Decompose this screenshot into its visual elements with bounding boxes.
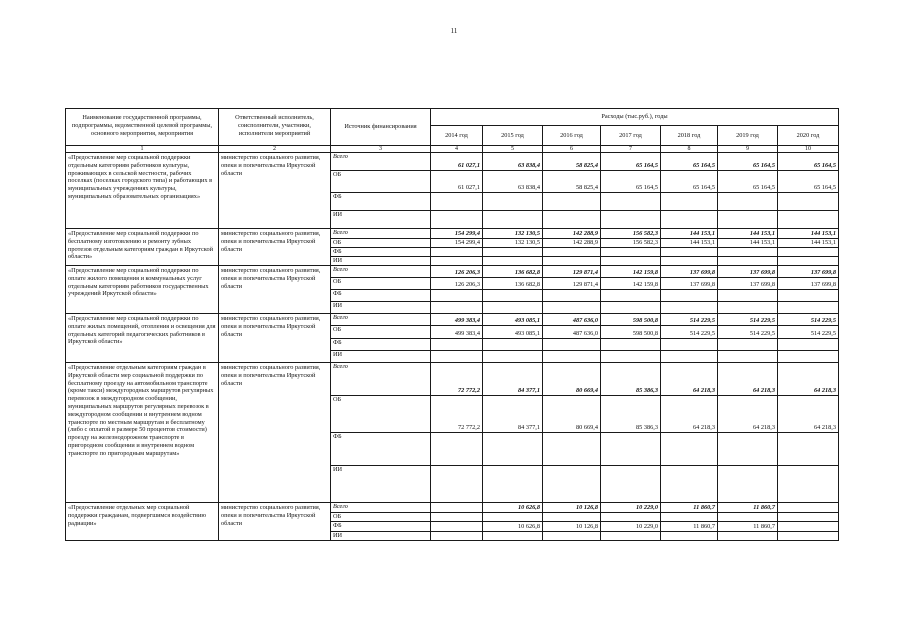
funding-source-label: Всего: [331, 363, 431, 396]
expense-value-cell: [601, 248, 661, 257]
header-year: 2017 год: [601, 126, 661, 146]
expense-value-cell: [601, 302, 661, 314]
expense-value-cell: [718, 513, 778, 522]
expense-value-cell: 142 288,9: [543, 239, 601, 248]
expense-value-cell: [718, 466, 778, 503]
expense-value-cell: 11 860,7: [661, 503, 718, 513]
expense-value-cell: 598 500,8: [601, 326, 661, 339]
expense-value-cell: 487 636,0: [543, 314, 601, 326]
expense-value-cell: 514 229,5: [778, 326, 839, 339]
funding-source-label: ИИ: [331, 211, 431, 229]
expense-value-cell: [543, 466, 601, 503]
expense-value-cell: [661, 257, 718, 266]
expense-value-cell: [543, 339, 601, 351]
expense-value-cell: 129 871,4: [543, 278, 601, 290]
expense-value-cell: 129 871,4: [543, 266, 601, 278]
expense-value-cell: [483, 351, 543, 363]
expense-value-cell: [718, 257, 778, 266]
expense-value-cell: [601, 290, 661, 302]
executor-cell: министерство социального развития, опеки и попечительства Иркутской области: [219, 314, 331, 363]
expense-value-cell: [483, 433, 543, 466]
expense-value-cell: 64 218,3: [718, 363, 778, 396]
funding-source-label: ОБ: [331, 171, 431, 193]
expense-value-cell: 126 206,3: [431, 278, 483, 290]
expense-value-cell: [778, 257, 839, 266]
funding-row: [66, 153, 839, 171]
header-expenses: Расходы (тыс.руб.), годы: [431, 109, 839, 126]
funding-source-label: Всего: [331, 266, 431, 278]
expense-value-cell: 144 153,1: [778, 229, 839, 239]
expense-value-cell: 144 153,1: [778, 239, 839, 248]
column-number: 7: [601, 146, 661, 153]
expense-value-cell: 487 636,0: [543, 326, 601, 339]
expense-value-cell: 514 229,5: [778, 314, 839, 326]
funding-source-label: ИИ: [331, 351, 431, 363]
expense-value-cell: [543, 193, 601, 211]
expense-value-cell: 154 299,4: [431, 239, 483, 248]
expense-value-cell: 65 164,5: [718, 153, 778, 171]
header-year: 2020 год: [778, 126, 839, 146]
expense-value-cell: 514 229,5: [718, 326, 778, 339]
expense-value-cell: [543, 351, 601, 363]
expense-value-cell: 63 838,4: [483, 171, 543, 193]
expense-value-cell: [718, 532, 778, 541]
funding-source-label: ОБ: [331, 278, 431, 290]
expense-value-cell: [543, 248, 601, 257]
expense-value-cell: [431, 433, 483, 466]
expense-value-cell: 137 699,8: [661, 278, 718, 290]
column-number: 2: [219, 146, 331, 153]
funding-source-label: ИИ: [331, 257, 431, 266]
expense-value-cell: 514 229,5: [661, 326, 718, 339]
column-number: 4: [431, 146, 483, 153]
expense-value-cell: 65 164,5: [601, 171, 661, 193]
funding-source-label: Всего: [331, 503, 431, 513]
expense-value-cell: [543, 302, 601, 314]
column-number: 9: [718, 146, 778, 153]
expense-value-cell: [431, 211, 483, 229]
expense-value-cell: [778, 532, 839, 541]
funding-source-label: Всего: [331, 153, 431, 171]
expense-value-cell: 72 772,2: [431, 396, 483, 433]
funding-source-label: ИИ: [331, 532, 431, 541]
expense-value-cell: [483, 211, 543, 229]
expense-value-cell: [778, 522, 839, 532]
funding-source-label: ФБ: [331, 248, 431, 257]
expense-value-cell: [483, 339, 543, 351]
expense-value-cell: 136 682,8: [483, 266, 543, 278]
executor-cell: министерство социального развития, опеки и попечительства Иркутской области: [219, 229, 331, 266]
expense-value-cell: 84 377,1: [483, 396, 543, 433]
expense-value-cell: 65 164,5: [778, 171, 839, 193]
expense-value-cell: [661, 351, 718, 363]
expense-value-cell: [483, 532, 543, 541]
budget-table-body: [66, 153, 839, 541]
expense-value-cell: [543, 433, 601, 466]
expense-value-cell: [778, 290, 839, 302]
expense-value-cell: 499 383,4: [431, 314, 483, 326]
budget-table: [65, 108, 839, 541]
expense-value-cell: 10 126,8: [543, 503, 601, 513]
expense-value-cell: 80 669,4: [543, 363, 601, 396]
funding-source-label: ФБ: [331, 339, 431, 351]
expense-value-cell: [661, 248, 718, 257]
expense-value-cell: 61 027,1: [431, 171, 483, 193]
expense-value-cell: 58 825,4: [543, 171, 601, 193]
expense-value-cell: 156 582,3: [601, 239, 661, 248]
header-year: 2018 год: [661, 126, 718, 146]
expense-value-cell: [778, 248, 839, 257]
expense-value-cell: 11 860,7: [661, 522, 718, 532]
funding-source-label: ФБ: [331, 290, 431, 302]
program-name-cell: «Предоставление мер социальной поддержки по бесплатному изготовлению и ремонту зубных протезов отдельным категориям граждан в Иркутской области»: [66, 229, 219, 266]
expense-value-cell: [778, 339, 839, 351]
header-year: 2015 год: [483, 126, 543, 146]
executor-cell: министерство социального развития, опеки и попечительства Иркутской области: [219, 153, 331, 229]
expense-value-cell: [431, 513, 483, 522]
column-number: 3: [331, 146, 431, 153]
expense-value-cell: [431, 532, 483, 541]
expense-value-cell: [718, 211, 778, 229]
expense-value-cell: [601, 513, 661, 522]
column-number: 1: [66, 146, 219, 153]
expense-value-cell: [543, 532, 601, 541]
expense-value-cell: 58 825,4: [543, 153, 601, 171]
expense-value-cell: 126 206,3: [431, 266, 483, 278]
funding-source-label: ИИ: [331, 302, 431, 314]
expense-value-cell: [483, 290, 543, 302]
funding-source-label: ОБ: [331, 239, 431, 248]
expense-value-cell: 493 085,1: [483, 314, 543, 326]
funding-source-label: ОБ: [331, 396, 431, 433]
expense-value-cell: [778, 193, 839, 211]
header-year: 2014 год: [431, 126, 483, 146]
expense-value-cell: 137 699,8: [718, 278, 778, 290]
expense-value-cell: [718, 302, 778, 314]
expense-value-cell: [661, 193, 718, 211]
expense-value-cell: [661, 513, 718, 522]
expense-value-cell: [778, 211, 839, 229]
expense-value-cell: 65 164,5: [718, 171, 778, 193]
expense-value-cell: [661, 433, 718, 466]
expense-value-cell: 85 386,3: [601, 396, 661, 433]
expense-value-cell: [778, 351, 839, 363]
expense-value-cell: [661, 532, 718, 541]
executor-cell: министерство социального развития, опеки и попечительства Иркутской области: [219, 363, 331, 503]
expense-value-cell: 142 288,9: [543, 229, 601, 239]
expense-value-cell: 144 153,1: [661, 239, 718, 248]
funding-row: [66, 314, 839, 326]
expense-value-cell: 137 699,8: [778, 266, 839, 278]
expense-value-cell: [718, 433, 778, 466]
expense-value-cell: [601, 433, 661, 466]
expense-value-cell: [543, 290, 601, 302]
expense-value-cell: 72 772,2: [431, 363, 483, 396]
column-number: 8: [661, 146, 718, 153]
expense-value-cell: 10 126,8: [543, 522, 601, 532]
expense-value-cell: [718, 351, 778, 363]
expense-value-cell: [601, 211, 661, 229]
expense-value-cell: 137 699,8: [661, 266, 718, 278]
expense-value-cell: [601, 257, 661, 266]
expense-value-cell: [431, 466, 483, 503]
expense-value-cell: [431, 248, 483, 257]
expense-value-cell: 10 626,8: [483, 503, 543, 513]
expense-value-cell: [778, 503, 839, 513]
expense-value-cell: [778, 302, 839, 314]
expense-value-cell: [601, 466, 661, 503]
funding-source-label: Всего: [331, 229, 431, 239]
expense-value-cell: 156 582,3: [601, 229, 661, 239]
expense-value-cell: [661, 302, 718, 314]
expense-value-cell: 514 229,5: [718, 314, 778, 326]
funding-row: [66, 266, 839, 278]
funding-row: [66, 363, 839, 396]
expense-value-cell: 142 159,8: [601, 278, 661, 290]
expense-value-cell: [661, 339, 718, 351]
funding-source-label: ФБ: [331, 522, 431, 532]
program-name-cell: «Предоставление отдельным категориям граждан в Иркутской области мер социальной поддержки по бесплатному проезду на автомобильном транспорте (кроме такси) междугородных маршрутов регулярных перевозок в междугородном сообщении, муниципальных маршрутов регулярных перевозок в междугородном сообщении и внутреннем водном транспорте по местным маршрутам и бесплатному (либо с оплатой в размере 50 процентов стоимости) проезду на железнодорожном транспорте в пригородном сообщении и внутреннем водном транспорте по пригородным маршрутам»: [66, 363, 219, 503]
column-number: 6: [543, 146, 601, 153]
expense-value-cell: [661, 211, 718, 229]
expense-value-cell: [483, 466, 543, 503]
expense-value-cell: 132 130,5: [483, 229, 543, 239]
expense-value-cell: [483, 193, 543, 211]
expense-value-cell: 10 626,8: [483, 522, 543, 532]
expense-value-cell: [483, 257, 543, 266]
page-number: 11: [450, 27, 458, 35]
funding-row: [66, 503, 839, 513]
expense-value-cell: 65 164,5: [601, 153, 661, 171]
expense-value-cell: [431, 290, 483, 302]
executor-cell: министерство социального развития, опеки и попечительства Иркутской области: [219, 266, 331, 314]
expense-value-cell: 64 218,3: [718, 396, 778, 433]
expense-value-cell: [718, 290, 778, 302]
column-number-row: [66, 146, 839, 153]
expense-value-cell: [718, 248, 778, 257]
expense-value-cell: [661, 466, 718, 503]
funding-source-label: ФБ: [331, 433, 431, 466]
expense-value-cell: 137 699,8: [778, 278, 839, 290]
expense-value-cell: 493 085,1: [483, 326, 543, 339]
expense-value-cell: 499 383,4: [431, 326, 483, 339]
expense-value-cell: [543, 257, 601, 266]
expense-value-cell: [431, 193, 483, 211]
column-number: 5: [483, 146, 543, 153]
expense-value-cell: [431, 503, 483, 513]
header-program-name: Наименование государственной программы, подпрограммы, ведомственной целевой программы, основного мероприятия, мероприятия: [66, 109, 219, 146]
expense-value-cell: [718, 339, 778, 351]
expense-value-cell: [543, 211, 601, 229]
expense-value-cell: 142 159,8: [601, 266, 661, 278]
expense-value-cell: [601, 532, 661, 541]
expense-value-cell: 598 500,8: [601, 314, 661, 326]
expense-value-cell: 136 682,8: [483, 278, 543, 290]
expense-value-cell: [778, 466, 839, 503]
expense-value-cell: 61 027,1: [431, 153, 483, 171]
program-name-cell: «Предоставление мер социальной поддержки по оплате жилых помещений, отопления и освещения для отдельных категорий педагогических работников в Иркутской области»: [66, 314, 219, 363]
expense-value-cell: 10 229,0: [601, 503, 661, 513]
column-number: 10: [778, 146, 839, 153]
expense-value-cell: [601, 351, 661, 363]
funding-source-label: ОБ: [331, 513, 431, 522]
expense-value-cell: 144 153,1: [718, 239, 778, 248]
expense-value-cell: [431, 351, 483, 363]
header-funding-source: Источник финансирования: [331, 109, 431, 146]
expense-value-cell: [601, 339, 661, 351]
table-header: [66, 109, 839, 153]
funding-row: [66, 229, 839, 239]
expense-value-cell: 65 164,5: [661, 171, 718, 193]
expense-value-cell: [778, 433, 839, 466]
expense-value-cell: [661, 290, 718, 302]
expense-value-cell: [483, 513, 543, 522]
expense-value-cell: [718, 193, 778, 211]
expense-value-cell: [431, 302, 483, 314]
expense-value-cell: 85 386,3: [601, 363, 661, 396]
expense-value-cell: [601, 193, 661, 211]
executor-cell: министерство социального развития, опеки и попечительства Иркутской области: [219, 503, 331, 541]
funding-source-label: Всего: [331, 314, 431, 326]
expense-value-cell: 65 164,5: [778, 153, 839, 171]
expense-value-cell: [431, 257, 483, 266]
expense-value-cell: 11 860,7: [718, 503, 778, 513]
expense-value-cell: [483, 248, 543, 257]
expense-value-cell: 137 699,8: [718, 266, 778, 278]
header-executor: Ответственный исполнитель, соисполнители, участники, исполнители мероприятий: [219, 109, 331, 146]
expense-value-cell: 10 229,0: [601, 522, 661, 532]
program-name-cell: «Предоставление отдельных мер социальной поддержки гражданам, подвергшимся воздействию радиации»: [66, 503, 219, 541]
expense-value-cell: [431, 522, 483, 532]
program-name-cell: «Предоставление мер социальной поддержки по оплате жилого помещения и коммунальных услуг отдельным категориям работников государственных учреждений Иркутской области»: [66, 266, 219, 314]
funding-source-label: ОБ: [331, 326, 431, 339]
expense-value-cell: 64 218,3: [661, 396, 718, 433]
expense-value-cell: 144 153,1: [661, 229, 718, 239]
header-row: [66, 109, 839, 126]
expense-value-cell: 64 218,3: [661, 363, 718, 396]
expense-value-cell: 514 229,5: [661, 314, 718, 326]
funding-source-label: ФБ: [331, 193, 431, 211]
expense-value-cell: 65 164,5: [661, 153, 718, 171]
expense-value-cell: 84 377,1: [483, 363, 543, 396]
funding-source-label: ИИ: [331, 466, 431, 503]
expense-value-cell: 154 299,4: [431, 229, 483, 239]
expense-value-cell: [431, 339, 483, 351]
program-name-cell: «Предоставление мер социальной поддержки отдельным категориям работников культуры, проживающих в сельской местности, рабочих поселках (поселках городского типа) и работающих в муниципальных учреждениях культуры, муниципальных образовательных организациях»: [66, 153, 219, 229]
expense-value-cell: 144 153,1: [718, 229, 778, 239]
expense-value-cell: 11 860,7: [718, 522, 778, 532]
expense-value-cell: 64 218,3: [778, 363, 839, 396]
expense-value-cell: [778, 513, 839, 522]
expense-value-cell: 64 218,3: [778, 396, 839, 433]
header-year: 2016 год: [543, 126, 601, 146]
expense-value-cell: [483, 302, 543, 314]
header-year: 2019 год: [718, 126, 778, 146]
expense-value-cell: 132 130,5: [483, 239, 543, 248]
expense-value-cell: 63 838,4: [483, 153, 543, 171]
expense-value-cell: [543, 513, 601, 522]
expense-value-cell: 80 669,4: [543, 396, 601, 433]
